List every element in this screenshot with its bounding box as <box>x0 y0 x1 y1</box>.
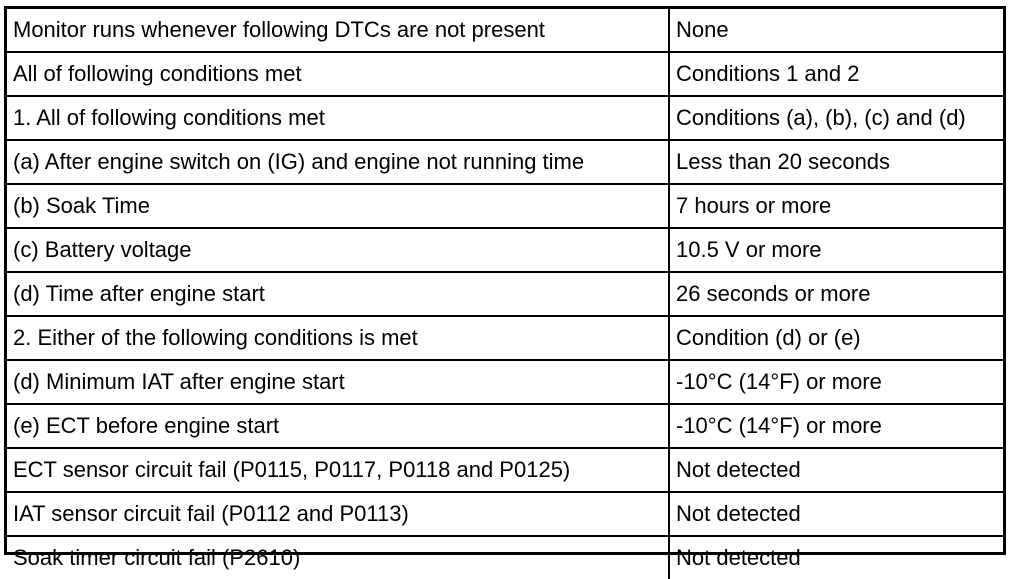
value-cell: Not detected <box>669 448 1003 492</box>
condition-cell: (d) Time after engine start <box>7 272 669 316</box>
condition-cell: (d) Minimum IAT after engine start <box>7 360 669 404</box>
condition-cell: (c) Battery voltage <box>7 228 669 272</box>
value-cell: Conditions 1 and 2 <box>669 52 1003 96</box>
value-cell: -10°C (14°F) or more <box>669 360 1003 404</box>
table-row <box>7 140 1003 184</box>
condition-cell: Monitor runs whenever following DTCs are not present <box>7 9 669 52</box>
table-row <box>7 492 1003 536</box>
value-cell: 10.5 V or more <box>669 228 1003 272</box>
table-row <box>7 9 1003 52</box>
condition-cell: (a) After engine switch on (IG) and engine not running time <box>7 140 669 184</box>
value-cell: 26 seconds or more <box>669 272 1003 316</box>
value-cell: 7 hours or more <box>669 184 1003 228</box>
table-row <box>7 536 1003 579</box>
value-cell: Conditions (a), (b), (c) and (d) <box>669 96 1003 140</box>
condition-cell: Soak timer circuit fail (P2610) <box>7 536 669 579</box>
table-row <box>7 52 1003 96</box>
table-row <box>7 96 1003 140</box>
value-cell: Less than 20 seconds <box>669 140 1003 184</box>
value-cell: None <box>669 9 1003 52</box>
table-row <box>7 448 1003 492</box>
condition-cell: 1. All of following conditions met <box>7 96 669 140</box>
condition-cell: All of following conditions met <box>7 52 669 96</box>
table-row <box>7 360 1003 404</box>
condition-cell: 2. Either of the following conditions is met <box>7 316 669 360</box>
condition-cell: (e) ECT before engine start <box>7 404 669 448</box>
conditions-table-grid <box>7 9 1003 579</box>
conditions-table <box>4 6 1006 570</box>
condition-cell: (b) Soak Time <box>7 184 669 228</box>
table-row <box>7 228 1003 272</box>
table-row <box>7 184 1003 228</box>
condition-cell: ECT sensor circuit fail (P0115, P0117, P0118 and P0125) <box>7 448 669 492</box>
condition-cell: IAT sensor circuit fail (P0112 and P0113) <box>7 492 669 536</box>
value-cell: Not detected <box>669 492 1003 536</box>
value-cell: -10°C (14°F) or more <box>669 404 1003 448</box>
table-row <box>7 272 1003 316</box>
table-row <box>7 404 1003 448</box>
value-cell: Condition (d) or (e) <box>669 316 1003 360</box>
value-cell: Not detected <box>669 536 1003 579</box>
table-row <box>7 316 1003 360</box>
